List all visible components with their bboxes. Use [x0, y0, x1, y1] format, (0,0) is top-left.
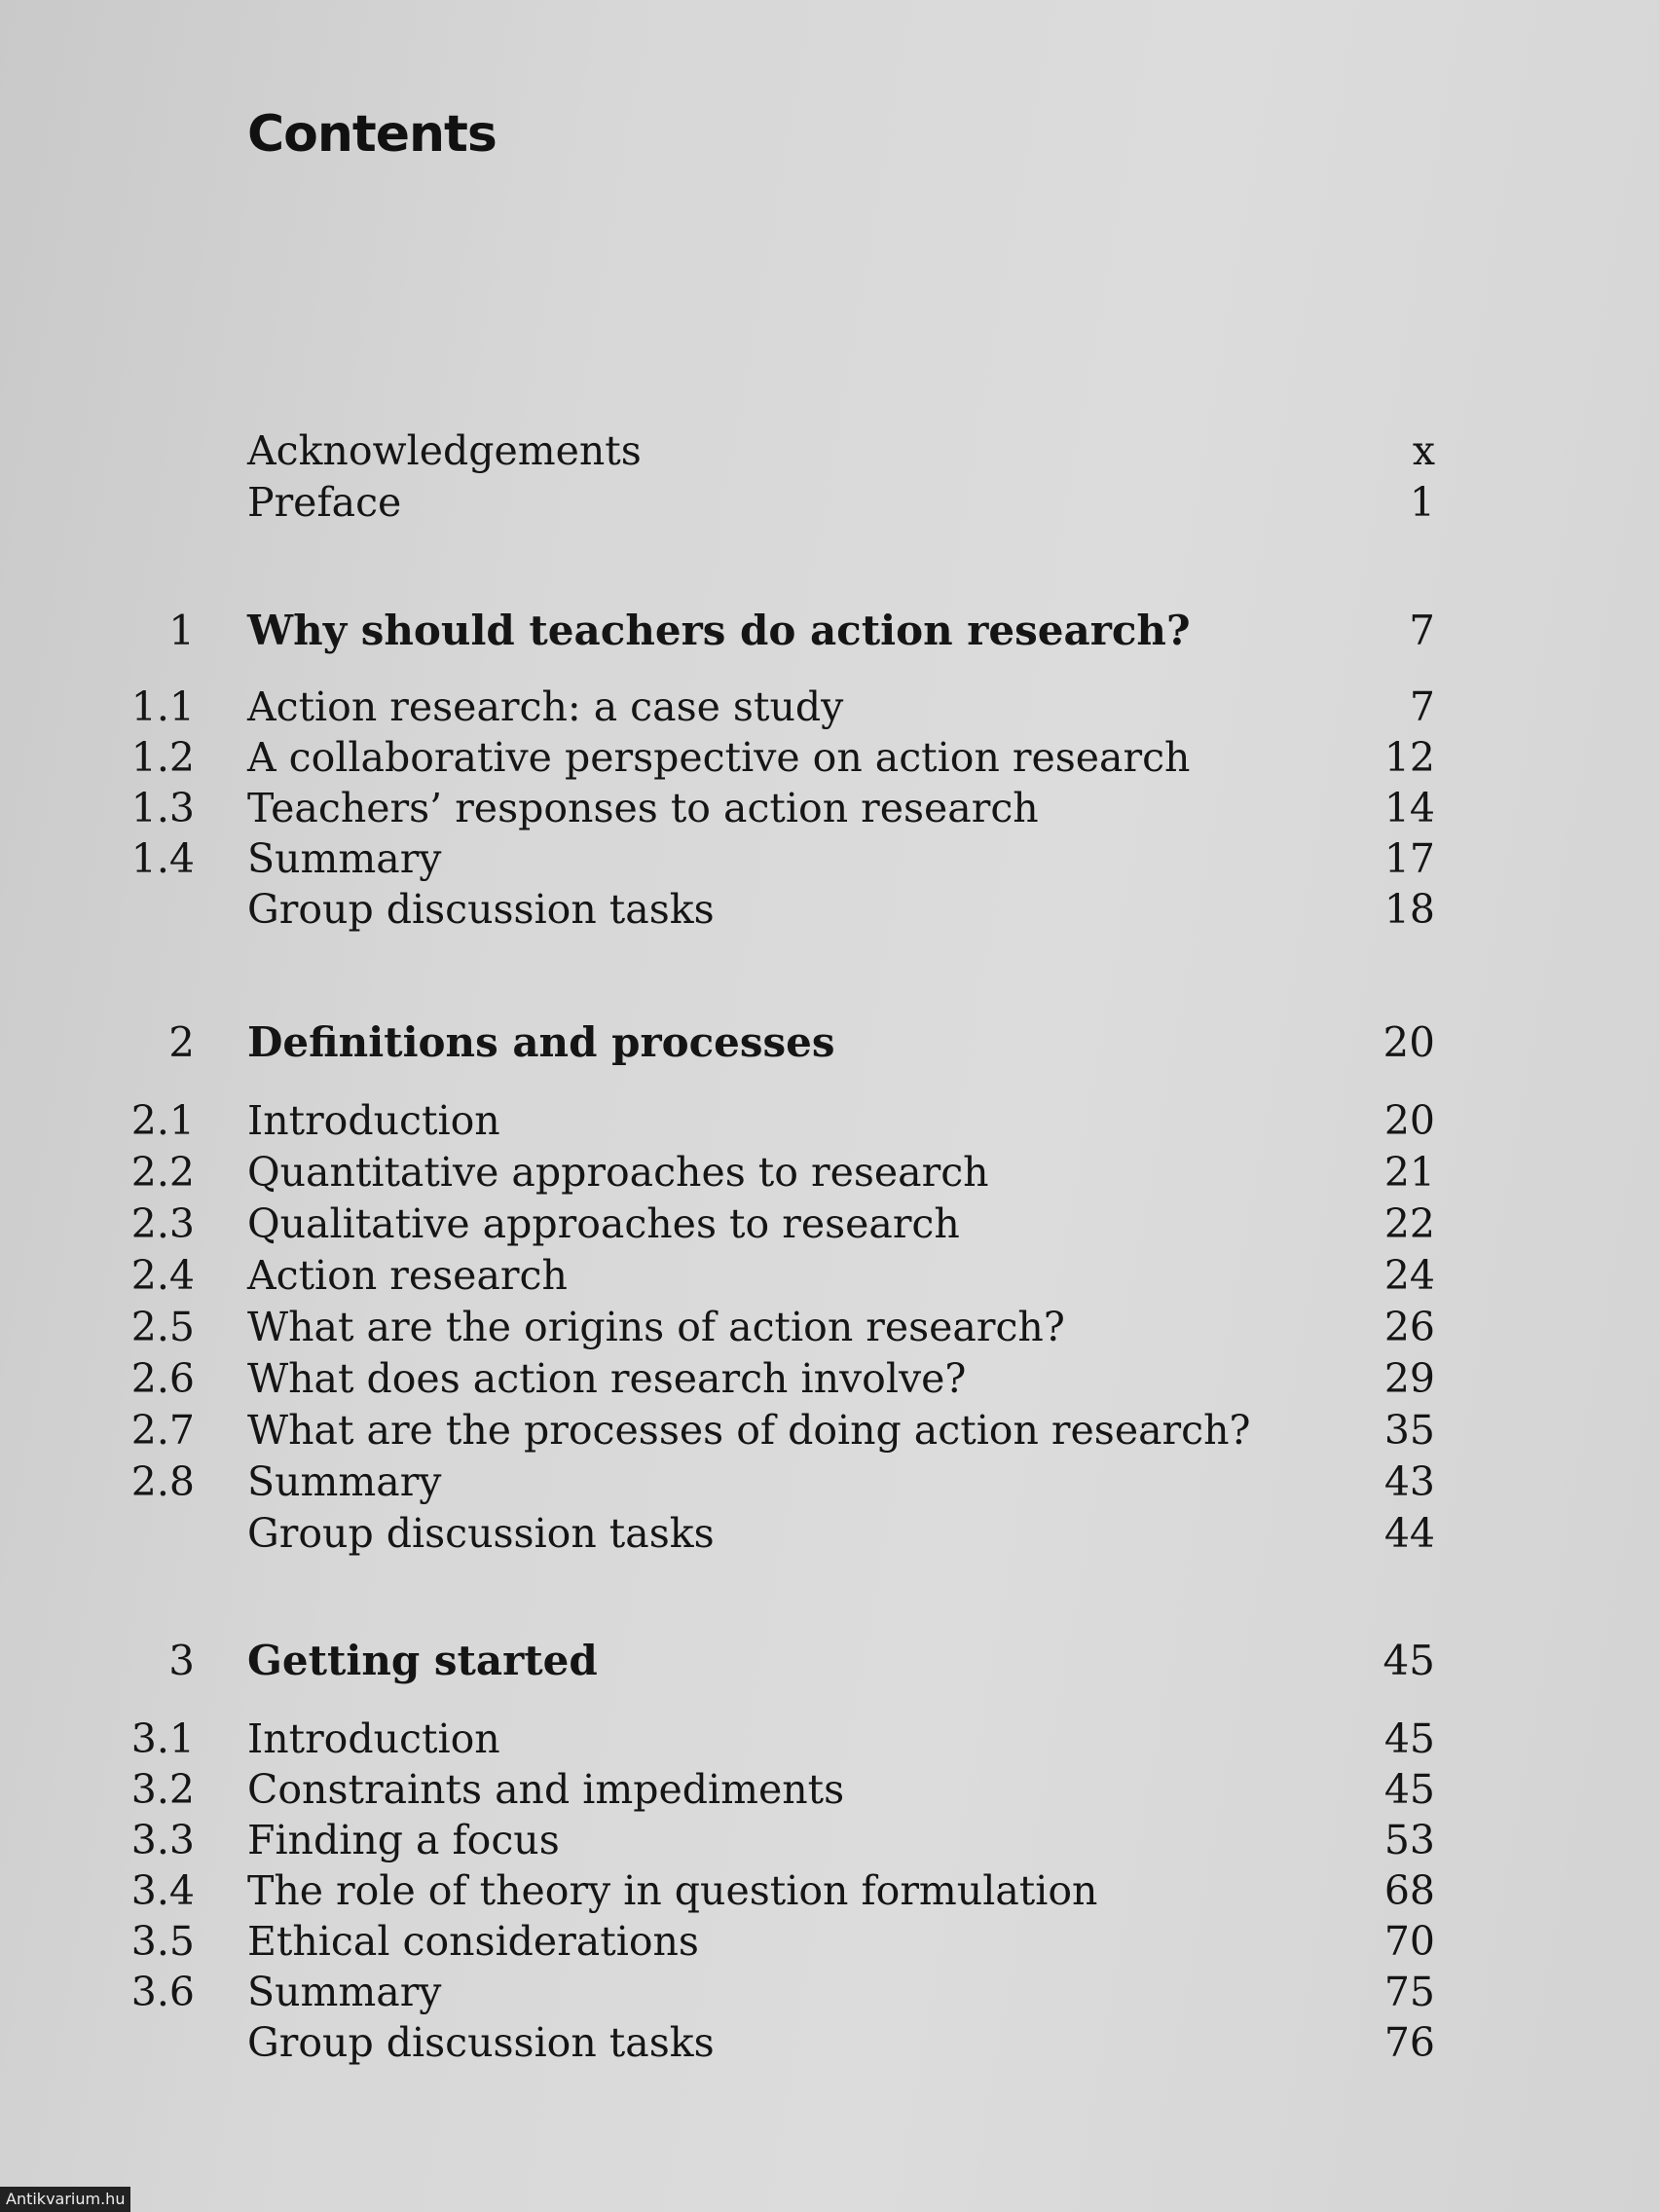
- section-number: 3.5: [130, 1918, 195, 1965]
- page-title: Contents: [247, 105, 497, 164]
- toc-entry: [0, 884, 1659, 935]
- chapter-title: Definitions and processes: [247, 1018, 835, 1066]
- toc-entry: [0, 1095, 1659, 1146]
- section-number: 3.4: [130, 1867, 195, 1914]
- toc-entry: [0, 1815, 1659, 1865]
- section-title: The role of theory in question formulation: [247, 1867, 1098, 1914]
- section-number: 2.5: [130, 1304, 195, 1350]
- toc-entry: [0, 732, 1659, 783]
- chapter-page: 45: [1382, 1637, 1435, 1684]
- toc-entry: [0, 1405, 1659, 1456]
- chapter-page: 20: [1382, 1018, 1435, 1066]
- section-page: 43: [1383, 1458, 1435, 1505]
- toc-entry: [0, 1508, 1659, 1559]
- entry-page: x: [1412, 427, 1435, 474]
- toc-entry: [0, 1353, 1659, 1404]
- section-number: 2.6: [130, 1355, 195, 1402]
- section-title: Ethical considerations: [247, 1918, 699, 1965]
- section-page: 18: [1383, 886, 1435, 933]
- section-number: 1.1: [130, 683, 195, 730]
- toc-entry: [0, 833, 1659, 884]
- section-number: 2.3: [130, 1200, 195, 1247]
- section-number: 2.7: [130, 1407, 195, 1454]
- section-page: 12: [1383, 734, 1435, 781]
- section-title: Introduction: [247, 1715, 500, 1762]
- section-title: Teachers’ responses to action research: [247, 785, 1039, 831]
- section-number: 2.2: [130, 1149, 195, 1196]
- section-title: What are the processes of doing action research?: [247, 1407, 1251, 1454]
- section-title: Constraints and impediments: [247, 1766, 845, 1813]
- section-title: A collaborative perspective on action research: [247, 734, 1191, 781]
- section-number: 1.4: [130, 835, 195, 882]
- section-page: 53: [1383, 1817, 1435, 1863]
- section-page: 44: [1383, 1510, 1435, 1557]
- chapter-title: Why should teachers do action research?: [247, 607, 1191, 654]
- section-title: What does action research involve?: [247, 1355, 967, 1402]
- toc-entry: [0, 1147, 1659, 1198]
- section-page: 20: [1383, 1097, 1435, 1144]
- section-title: Summary: [247, 1458, 442, 1505]
- chapter-number: 2: [168, 1018, 195, 1066]
- toc-entry: [0, 1302, 1659, 1352]
- toc-entry: [0, 1714, 1659, 1764]
- section-title: Group discussion tasks: [247, 2019, 715, 2066]
- section-page: 17: [1383, 835, 1435, 882]
- section-page: 75: [1383, 1969, 1435, 2015]
- chapter-number: 1: [168, 607, 195, 654]
- toc-entry: [0, 1764, 1659, 1815]
- toc-entry: [0, 2017, 1659, 2068]
- section-number: 1.2: [130, 734, 195, 781]
- section-number: 2.1: [130, 1097, 195, 1144]
- section-number: 3.6: [130, 1969, 195, 2015]
- toc-entry-acknowledgements: [0, 425, 1659, 476]
- section-page: 70: [1383, 1918, 1435, 1965]
- toc-entry: [0, 1250, 1659, 1301]
- section-title: Summary: [247, 835, 442, 882]
- section-title: What are the origins of action research?: [247, 1304, 1065, 1350]
- section-number: 1.3: [130, 785, 195, 831]
- section-page: 68: [1383, 1867, 1435, 1914]
- section-title: Summary: [247, 1969, 442, 2015]
- toc-entry: [0, 783, 1659, 833]
- section-page: 22: [1383, 1200, 1435, 1247]
- chapter-2-heading: [0, 1017, 1659, 1068]
- section-page: 45: [1383, 1766, 1435, 1813]
- chapter-3-heading: [0, 1636, 1659, 1686]
- section-page: 76: [1383, 2019, 1435, 2066]
- chapter-title: Getting started: [247, 1637, 598, 1684]
- watermark-label: Antikvarium.hu: [0, 2187, 130, 2212]
- section-title: Introduction: [247, 1097, 500, 1144]
- section-page: 24: [1383, 1252, 1435, 1299]
- toc-entry-preface: [0, 477, 1659, 528]
- chapter-number: 3: [168, 1637, 195, 1684]
- section-page: 21: [1383, 1149, 1435, 1196]
- entry-page: 1: [1409, 479, 1435, 526]
- chapter-page: 7: [1409, 607, 1435, 654]
- toc-entry: [0, 1198, 1659, 1249]
- section-number: 3.1: [130, 1715, 195, 1762]
- section-number: 3.2: [130, 1766, 195, 1813]
- section-page: 45: [1383, 1715, 1435, 1762]
- toc-entry: [0, 682, 1659, 732]
- section-page: 29: [1383, 1355, 1435, 1402]
- chapter-1-heading: [0, 606, 1659, 656]
- section-number: 2.4: [130, 1252, 195, 1299]
- section-page: 35: [1383, 1407, 1435, 1454]
- section-title: Quantitative approaches to research: [247, 1149, 989, 1196]
- section-title: Qualitative approaches to research: [247, 1200, 960, 1247]
- section-title: Group discussion tasks: [247, 1510, 715, 1557]
- entry-title: Preface: [247, 479, 402, 526]
- section-title: Group discussion tasks: [247, 886, 715, 933]
- toc-entry: [0, 1865, 1659, 1916]
- section-title: Action research: a case study: [247, 683, 844, 730]
- section-title: Action research: [247, 1252, 568, 1299]
- section-number: 2.8: [130, 1458, 195, 1505]
- toc-entry: [0, 1916, 1659, 1967]
- section-page: 7: [1409, 683, 1435, 730]
- entry-title: Acknowledgements: [247, 427, 642, 474]
- toc-entry: [0, 1456, 1659, 1507]
- toc-entry: [0, 1967, 1659, 2017]
- section-title: Finding a focus: [247, 1817, 560, 1863]
- section-number: 3.3: [130, 1817, 195, 1863]
- section-page: 14: [1383, 785, 1435, 831]
- section-page: 26: [1383, 1304, 1435, 1350]
